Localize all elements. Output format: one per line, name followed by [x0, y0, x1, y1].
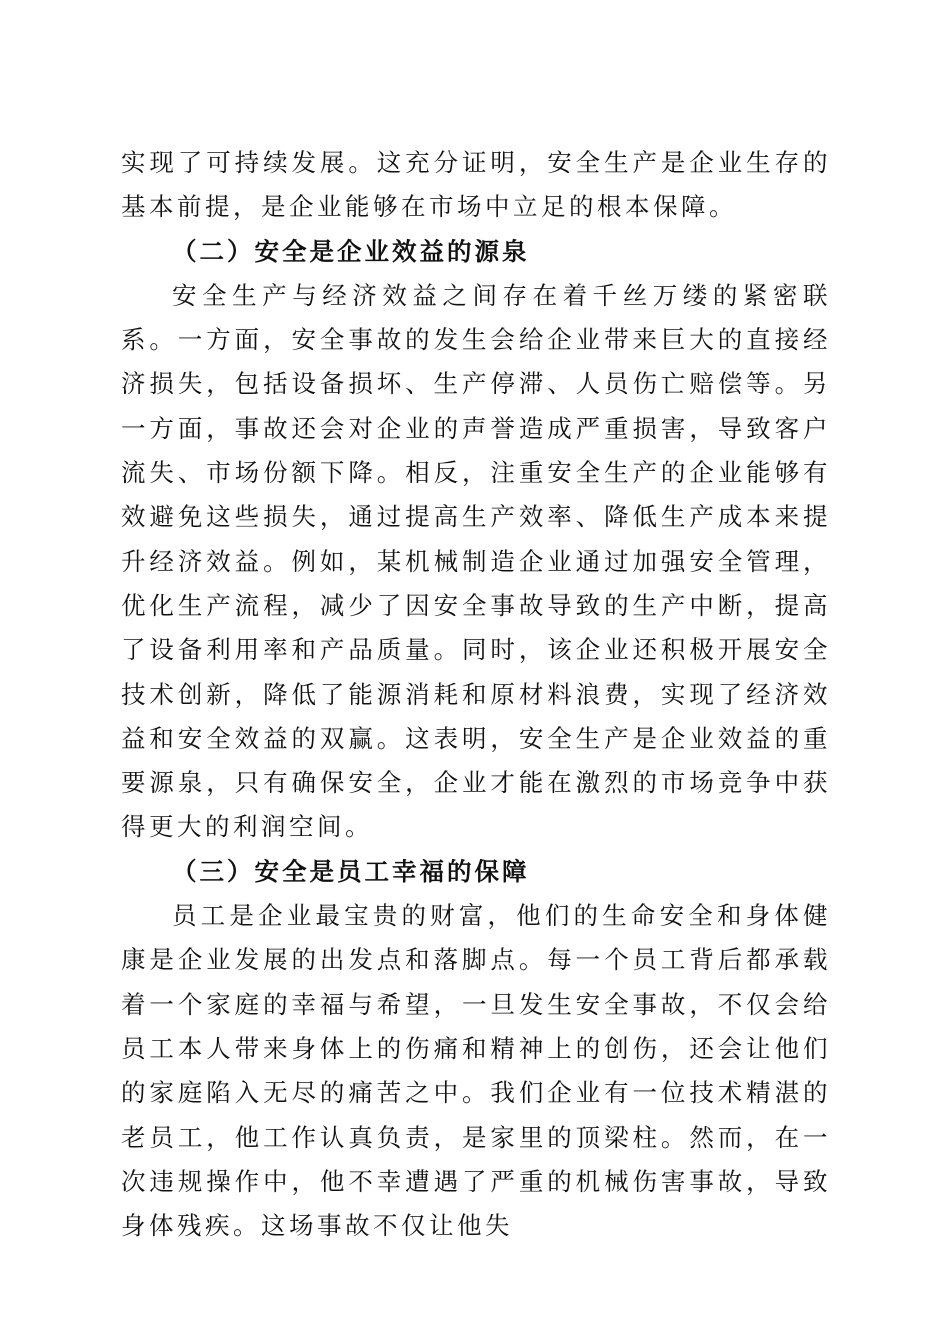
section-heading-3: （三）安全是员工幸福的保障	[172, 856, 530, 886]
document-body	[121, 141, 831, 1248]
paragraph-employee: 员工是企业最宝贵的财富，他们的生命安全和身体健康是企业发展的出发点和落脚点。每一个员工背后都承载着一个家庭的幸福与希望，一旦发生安全事故，不仅会给员工本人带来身体上的伤痛和精神上的创伤，还会让他们的家庭陷入无尽的痛苦之中。我们企业有一位技术精湛的老员工，他工作认真负责，是家里的顶梁柱。然而，在一次违规操作中，他不幸遭遇了严重的机械伤害事故，导致身体残疾。这场事故不仅让他失	[121, 901, 831, 1241]
paragraph-continuation: 实现了可持续发展。这充分证明，安全生产是企业生存的基本前提，是企业能够在市场中立足的根本保障。	[121, 148, 831, 222]
section-heading-2: （二）安全是企业效益的源泉	[172, 236, 530, 266]
paragraph-efficiency: 安全生产与经济效益之间存在着千丝万缕的紧密联系。一方面，安全事故的发生会给企业带来巨大的直接经济损失，包括设备损坏、生产停滞、人员伤亡赔偿等。另一方面，事故还会对企业的声誉造成严重损害，导致客户流失、市场份额下降。相反，注重安全生产的企业能够有效避免这些损失，通过提高生产效率、降低生产成本来提升经济效益。例如，某机械制造企业通过加强安全管理，优化生产流程，减少了因安全事故导致的生产中断，提高了设备利用率和产品质量。同时，该企业还积极开展安全技术创新，降低了能源消耗和原材料浪费，实现了经济效益和安全效益的双赢。这表明，安全生产是企业效益的重要源泉，只有确保安全，企业才能在激烈的市场竞争中获得更大的利润空间。	[121, 280, 831, 842]
